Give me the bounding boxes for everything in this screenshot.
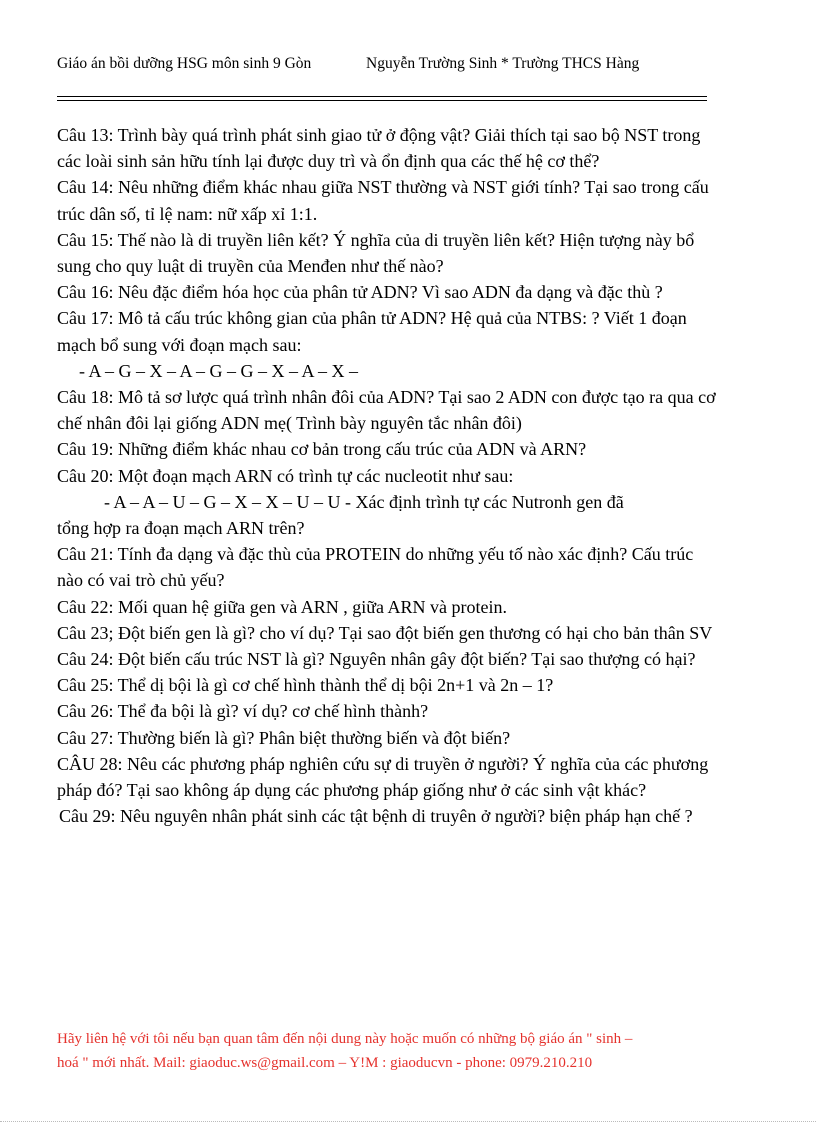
footer-line-1: Hãy liên hệ với tôi nếu bạn quan tâm đến nội dung này hoặc muốn có những bộ giáo án " sinh – xyxy=(57,1031,633,1047)
question-29: Câu 29: Nêu nguyên nhân phát sinh các tật bệnh di truyên ở người? biện pháp hạn chế ? xyxy=(59,806,693,827)
question-21: Câu 21: Tính đa dạng và đặc thù của PROTEIN do những yếu tố nào xác định? Cấu trúc nào có vai trò chủ yếu? xyxy=(57,544,694,591)
question-15: Câu 15: Thế nào là di truyền liên kết? Ý nghĩa của di truyền liên kết? Hiện tượng này bổ sung cho quy luật di truyền của Menđen như thế nào? xyxy=(57,229,695,277)
question-24: Câu 24: Đột biến cấu trúc NST là gì? Nguyên nhân gây đột biến? Tại sao thượng có hại? xyxy=(57,649,696,670)
question-18: Câu 18: Mô tả sơ lược quá trình nhân đôi của ADN? Tại sao 2 ADN con được tạo ra qua cơ chế nhân đôi lại giống ADN mẹ( Trình bày nguyên tắc nhân đôi) xyxy=(57,387,716,434)
header-rule-thick xyxy=(57,96,707,97)
question-list xyxy=(57,122,717,829)
question-14: Câu 14: Nêu những điểm khác nhau giữa NST thường và NST giới tính? Tại sao trong cấu trúc dân số, tỉ lệ nam: nữ xấp xỉ 1:1. xyxy=(57,177,709,224)
question-20-sequence: - A – A – U – G – X – X – U – U - Xác định trình tự các Nutronh gen đã xyxy=(104,491,624,512)
question-28: CÂU 28: Nêu các phương pháp nghiên cứu sự di truyền ở người? Ý nghĩa của các phương pháp đó? Tại sao không áp dụng các phương pháp giống như ở các sinh vật khác? xyxy=(57,753,709,801)
question-22: Câu 22: Mối quan hệ giữa gen và ARN , giữa ARN và protein. xyxy=(57,596,507,617)
question-20: Câu 20: Một đoạn mạch ARN có trình tự các nucleotit như sau: xyxy=(57,465,514,486)
footer-line-2: hoá " mới nhất. Mail: giaoduc.ws@gmail.com – Y!M : giaoducvn - phone: 0979.210.210 xyxy=(57,1055,593,1071)
page-bottom-dotted-line xyxy=(0,1121,816,1122)
question-13: Câu 13: Trình bày quá trình phát sinh giao tử ở động vật? Giải thích tại sao bộ NST trong các loài sinh sản hữu tính lại được duy trì và ổn định qua các thế hệ cơ thể? xyxy=(57,125,701,172)
question-26: Câu 26: Thể đa bội là gì? ví dụ? cơ chế hình thành? xyxy=(57,701,429,722)
question-23: Câu 23; Đột biến gen là gì? cho ví dụ? Tại sao đột biến gen thương có hại cho bản thân SV xyxy=(57,622,713,643)
header-left-title: Giáo án bồi dưỡng HSG môn sinh 9 Gòn xyxy=(57,55,312,72)
question-17: Câu 17: Mô tả cấu trúc không gian của phân tử ADN? Hệ quả của NTBS: ? Viết 1 đoạn mạch bổ sung với đoạn mạch sau: xyxy=(57,308,687,355)
question-27: Câu 27: Thường biến là gì? Phân biệt thường biến và đột biến? xyxy=(57,727,511,748)
contact-footer xyxy=(57,1027,727,1075)
question-25: Câu 25: Thể dị bội là gì cơ chế hình thành thể dị bội 2n+1 và 2n – 1? xyxy=(57,675,554,696)
question-19: Câu 19: Những điểm khác nhau cơ bản trong cấu trúc của ADN và ARN? xyxy=(57,439,587,460)
question-17-sequence: - A – G – X – A – G – G – X – A – X – xyxy=(79,360,359,381)
header-rule-thin xyxy=(57,100,707,101)
question-16: Câu 16: Nêu đặc điểm hóa học của phân tử ADN? Vì sao ADN đa dạng và đặc thù ? xyxy=(57,282,663,303)
header-right-author: Nguyễn Trường Sinh * Trường THCS Hàng xyxy=(366,55,640,72)
question-20-continuation: tổng hợp ra đoạn mạch ARN trên? xyxy=(57,518,305,539)
